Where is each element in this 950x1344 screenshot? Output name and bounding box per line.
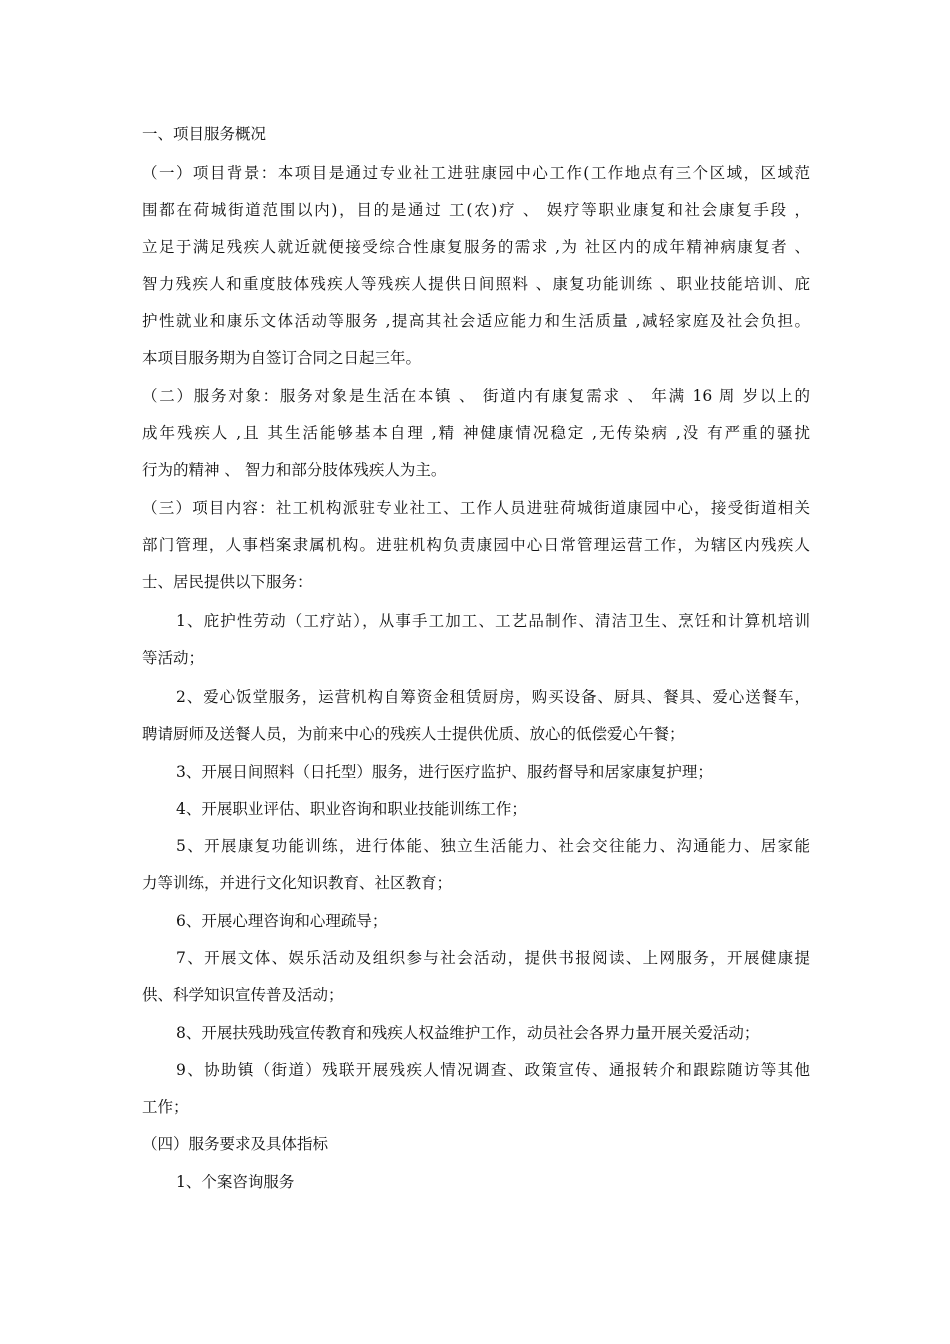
background-line-6: 本项目服务期为自签订合同之日起三年。 xyxy=(142,349,422,367)
section-title: 一、项目服务概况 xyxy=(142,125,267,143)
background-line-1: （一）项目背景：本项目是通过专业社工进驻康园中心工作(工作地点有三个区域，区域范 xyxy=(142,164,810,182)
item-3: 3、开展日间照料（日托型）服务，进行医疗监护、服药督导和居家康复护理； xyxy=(176,763,713,781)
background-line-3: 立足于满足残疾人就近就便接受综合性康复服务的需求 ,为 社区内的成年精神病康复者 、 xyxy=(142,238,810,256)
item-9-line-2: 工作； xyxy=(142,1098,189,1116)
item-1-line-2: 等活动； xyxy=(142,649,205,667)
background-line-5: 护性就业和康乐文体活动等服务 ,提高其社会适应能力和生活质量 ,减轻家庭及社会负担。 xyxy=(142,312,810,330)
targets-line-2: 成年残疾人 ,且 其生活能够基本自理 ,精 神健康情况稳定 ,无传染病 ,没 有严重的骚扰 xyxy=(142,424,810,442)
item-5-line-2: 力等训练，并进行文化知识教育、社区教育； xyxy=(142,874,453,892)
content-line-2: 部门管理，人事档案隶属机构。进驻机构负责康园中心日常管理运营工作，为辖区内残疾人 xyxy=(142,536,810,554)
item-1-line-1: 1、庇护性劳动（工疗站），从事手工加工、工艺品制作、清洁卫生、烹饪和计算机培训 xyxy=(176,612,810,630)
targets-line-1: （二）服务对象：服务对象是生活在本镇 、 街道内有康复需求 、 年满 16 周 岁以上的 xyxy=(142,387,810,405)
item-7-line-1: 7、开展文体、娱乐活动及组织参与社会活动，提供书报阅读、上网服务，开展健康提 xyxy=(176,949,810,967)
item-2-line-2: 聘请厨师及送餐人员，为前来中心的残疾人士提供优质、放心的低偿爱心午餐； xyxy=(142,725,685,743)
content-line-3: 士、居民提供以下服务： xyxy=(142,573,313,591)
item-4: 4、开展职业评估、职业咨询和职业技能训练工作； xyxy=(176,800,527,818)
requirements-heading: （四）服务要求及具体指标 xyxy=(142,1135,329,1153)
item-5-line-1: 5、开展康复功能训练，进行体能、独立生活能力、社会交往能力、沟通能力、居家能 xyxy=(176,837,810,855)
item-8: 8、开展扶残助残宣传教育和残疾人权益维护工作，动员社会各界力量开展关爱活动； xyxy=(176,1024,760,1042)
content-line-1: （三）项目内容：社工机构派驻专业社工、工作人员进驻荷城街道康园中心，接受街道相关 xyxy=(142,499,810,517)
item-6: 6、开展心理咨询和心理疏导； xyxy=(176,912,388,930)
background-line-4: 智力残疾人和重度肢体残疾人等残疾人提供日间照料 、康复功能训练 、职业技能培训、庇 xyxy=(142,275,810,293)
item-7-line-2: 供、科学知识宣传普及活动； xyxy=(142,986,344,1004)
item-9-line-1: 9、协助镇（街道）残联开展残疾人情况调查、政策宣传、通报转介和跟踪随访等其他 xyxy=(176,1061,810,1079)
item-2-line-1: 2、爱心饭堂服务，运营机构自筹资金租赁厨房，购买设备、厨具、餐具、爱心送餐车， xyxy=(176,688,810,706)
targets-line-3: 行为的精神 、 智力和部分肢体残疾人为主。 xyxy=(142,461,447,479)
requirements-sub-1: 1、个案咨询服务 xyxy=(176,1173,295,1191)
background-line-2: 围都在荷城街道范围以内)，目的是通过 工(农)疗 、 娱疗等职业康复和社会康复手段 ， xyxy=(142,201,810,219)
